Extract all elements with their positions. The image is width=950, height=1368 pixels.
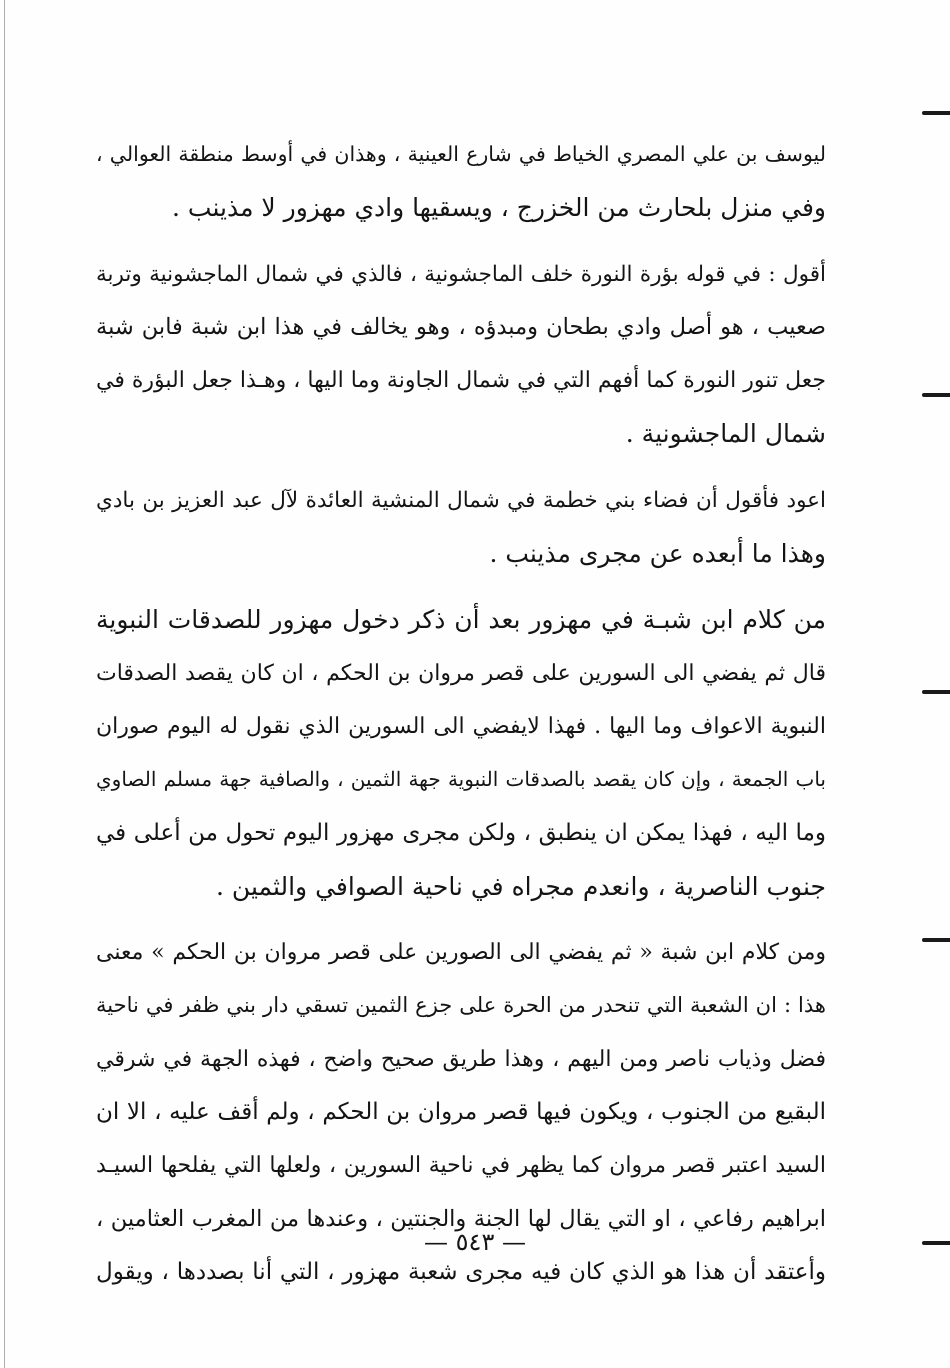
text-line: هذا : ان الشعبة التي تنحدر من الحرة على جزع الثمين تسقي دار بني ظفر في ناحية [96, 993, 826, 1018]
paragraph [96, 128, 826, 235]
text-line: ليوسف بن علي المصري الخياط في شارع العينية ، وهذان في أوسط منطقة العوالي ، [96, 142, 826, 166]
text-line: اعود فأقول أن فضاء بني خطمة في شمال المنشية العائدة لآل عبد العزيز بن بادي [96, 487, 826, 513]
text-line: فضل وذياب ناصر ومن اليهم ، وهذا طريق صحيح واضح ، فهذه الجهة في شرقي [96, 1046, 826, 1072]
text-line: وهذا ما أبعده عن مجرى مذينب . [489, 539, 826, 569]
text-line: جعل تنور النورة كما أفهم التي في شمال الجاونة وما اليها ، وهـذا جعل البؤرة في [96, 368, 826, 394]
page-number: — ٥٤٣ — [424, 1228, 526, 1256]
text-line: باب الجمعة ، وإن كان يقصد بالصدقات النبوية جهة الثمين ، والصافية جهة مسلم الصاوي [96, 767, 826, 792]
text-line: وأعتقد أن هذا هو الذي كان فيه مجرى شعبة مهزور ، التي أنا بصددها ، ويقول [96, 1258, 826, 1285]
text-line: جنوب الناصرية ، وانعدم مجراه في ناحية الصوافي والثمين . [216, 871, 826, 901]
text-line: وما اليه ، فهذا يمكن ان ينطبق ، ولكن مجرى مهزور اليوم تحول من أعلى في [96, 819, 826, 846]
text-line: ومن كلام ابن شبة « ثم يفضي الى الصورين على قصر مروان بن الحكم » معنى [96, 940, 826, 966]
paragraph [96, 248, 826, 461]
text-line: النبوية الاعواف وما اليها . فهذا لايفضي الى السورين الذي نقول له اليوم صوران [96, 713, 826, 739]
text-line: من كلام ابن شبـة في مهزور بعد أن ذكر دخول مهزور للصدقات النبوية [96, 605, 826, 635]
text-line: ابراهيم رفاعي ، او التي يقال لها الجنة والجنتين ، وعندها من المغرب العثامين ، [96, 1205, 826, 1232]
paragraph [96, 593, 826, 913]
text-line: وفي منزل بلحارث من الخزرج ، ويسقيها وادي مهزور لا مذينب . [172, 193, 826, 223]
body-text [96, 128, 826, 1299]
edge-mark [922, 690, 950, 694]
edge-mark [922, 111, 950, 115]
edge-mark [922, 938, 950, 942]
text-line: السيد اعتبر قصر مروان كما يظهر في ناحية السورين ، ولعلها التي يفلحها السيـد [96, 1153, 826, 1179]
text-line: شمال الماجشونية . [625, 419, 826, 449]
text-line: صعيب ، هو أصل وادي بطحان ومبدؤه ، وهو يخالف في هذا ابن شبة فابن شبة [96, 313, 826, 340]
text-line: أقول : في قوله بؤرة النورة خلف الماجشونية ، فالذي في شمال الماجشونية وتربة [96, 261, 826, 287]
paragraph [96, 474, 826, 581]
text-line: البقيع من الجنوب ، ويكون فيها قصر مروان بن الحكم ، ولم أقف عليه ، الا ان [96, 1099, 826, 1126]
edge-mark [922, 393, 950, 397]
text-line: قال ثم يفضي الى السورين على قصر مروان بن الحكم ، ان كان يقصد الصدقات [96, 660, 826, 686]
binding-edge-line [4, 0, 5, 1368]
